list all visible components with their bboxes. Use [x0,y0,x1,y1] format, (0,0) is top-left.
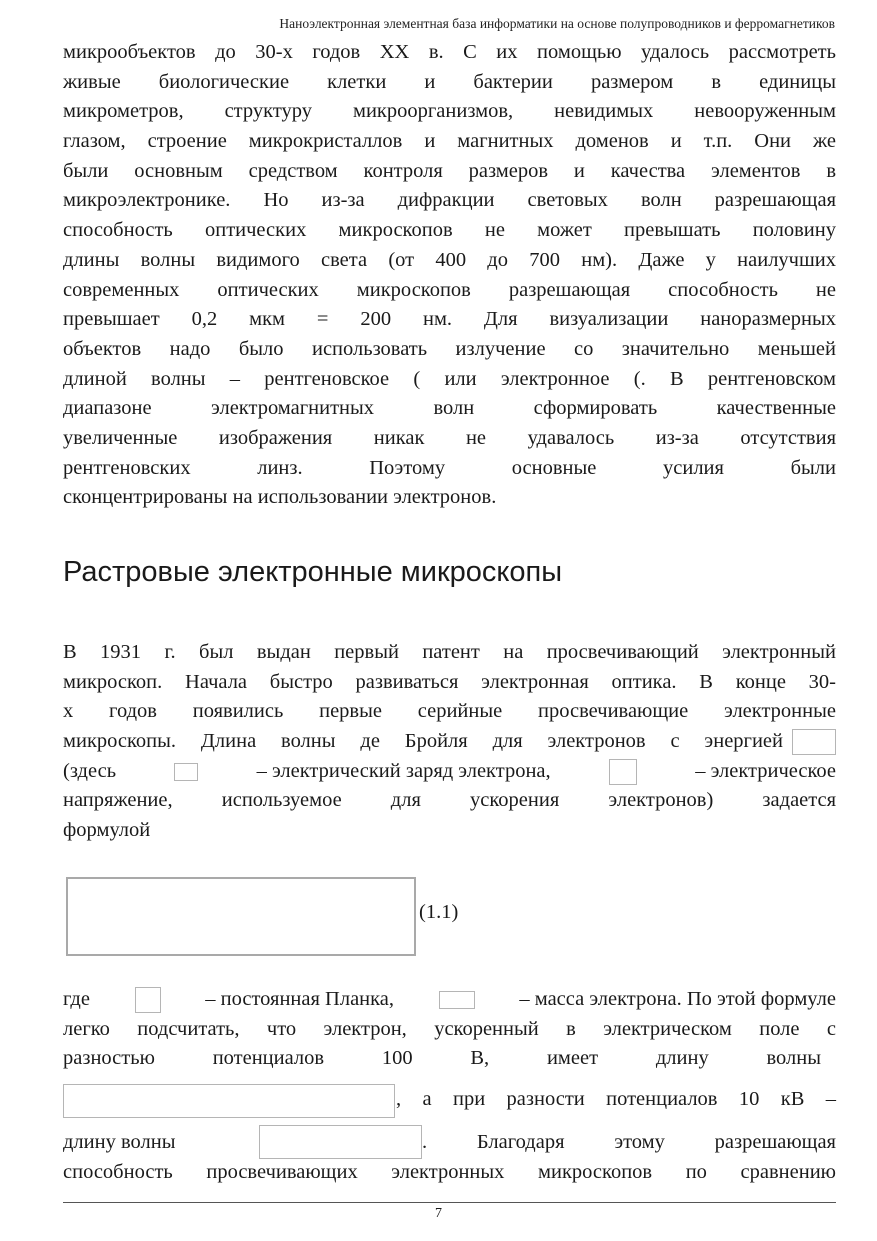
text-line: увеличенные изображения никак не удавалось из-за отсутствия [63,426,836,449]
page-number: 7 [435,1206,442,1221]
text-line: диапазоне электромагнитных волн сформировать качественные [63,397,836,420]
text-line: разностью потенциалов 100 В, имеет длину волны [63,1047,821,1070]
text-line: способность оптических микроскопов не может превышать половину [63,219,836,242]
text-segment: (здесь [63,759,117,782]
paragraph-2 [63,638,836,846]
text-line: микроскоп. Начала быстро развиваться электронная оптика. В конце 30- [63,670,836,693]
text-line: рентгеновских линз. Поэтому основные усилия были [63,456,836,479]
formula-placeholder [792,729,836,755]
paragraph-3-end [63,1158,836,1188]
text-line: микрометров, структуру микроорганизмов, невидимых невооруженным [63,100,836,123]
text-line: х годов появились первые серийные просвечивающие электронные [63,700,836,723]
text-line: В 1931 г. был выдан первый патент на просвечивающий электронный [63,641,836,663]
text-line: превышает 0,2 мкм = 200 нм. Для визуализации наноразмерных [63,308,836,331]
text-line [63,727,836,757]
paragraph-3 [63,985,836,1074]
equation-placeholder [66,877,416,956]
text-segment: где [63,988,90,1010]
text-segment: . Благодаря этому разрешающая [422,1130,836,1153]
formula-placeholder [439,991,475,1009]
equation-number: (1.1) [419,901,459,923]
text-line [63,985,836,1015]
text-line: были основным средством контроля размеров и качества элементов в [63,159,836,182]
text-line: сконцентрированы на использовании электронов. [63,486,497,509]
footer-divider [63,1202,836,1203]
text-line: легко подсчитать, что электрон, ускоренный в электрическом поле с [63,1017,836,1040]
formula-placeholder [135,987,161,1013]
running-header: Наноэлектронная элементная база информатики на основе полупроводников и ферромагнетиков [279,16,835,31]
text-line: , а при разности потенциалов 10 кВ – [396,1088,836,1110]
text-line: глазом, строение микрокристаллов и магнитных доменов и т.п. Они же [63,130,836,153]
formula-placeholder [259,1125,422,1159]
text-segment: длину волны [63,1130,176,1153]
text-segment: – электрический заряд электрона, [256,759,551,782]
text-line: способность просвечивающих электронных микроскопов по сравнению [63,1161,836,1183]
text-segment: микроскопы. Длина волны де Бройля для электронов с энергией [63,730,783,753]
text-line: длины волны видимого света (от 400 до 700 нм). Даже у наилучших [63,248,836,271]
text-line: длиной волны – рентгеновское ( или электронное (. В рентгеновском [63,367,836,390]
text-segment: – электрическое [695,759,836,782]
text-line: напряжение, используемое для ускорения электронов) задается [63,789,836,812]
text-line: микроэлектронике. Но из-за дифракции световых волн разрешающая [63,189,836,212]
paragraph-1 [63,38,836,513]
formula-placeholder [174,763,198,781]
text-line: объектов надо было использовать излучение со значительно меньшей [63,337,836,360]
formula-placeholder [609,759,637,785]
text-line: формулой [63,819,151,842]
formula-placeholder [63,1084,395,1118]
text-segment: – постоянная Планка, [205,988,395,1010]
text-line: современных оптических микроскопов разрешающая способность не [63,278,836,301]
text-line [63,1126,836,1158]
section-title: Растровые электронные микроскопы [63,556,563,588]
text-line [63,757,836,787]
text-line: микрообъектов до 30-х годов XX в. С их помощью удалось рассмотреть [63,41,836,63]
text-line: живые биологические клетки и бактерии размером в единицы [63,70,836,93]
text-segment: – масса электрона. По этой формуле [519,988,836,1010]
